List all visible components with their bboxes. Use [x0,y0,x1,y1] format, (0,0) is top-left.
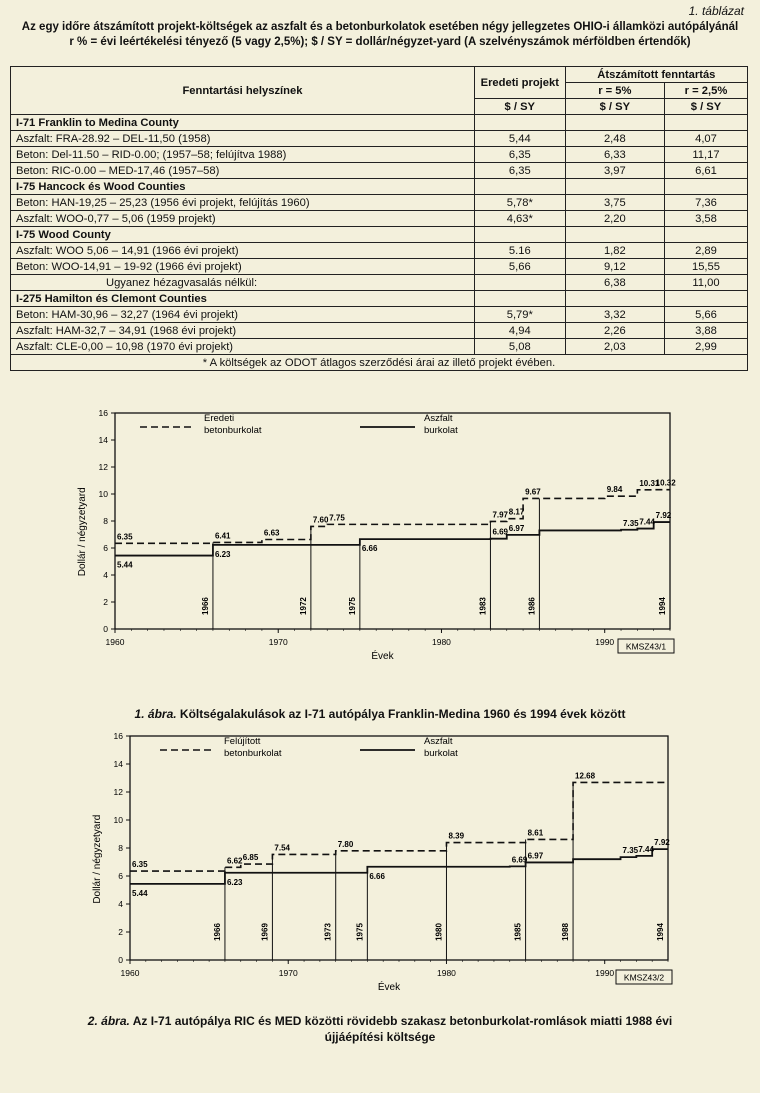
group-row [11,179,748,195]
figure-1-chart [0,405,760,665]
cell-r25: 2,99 [664,339,747,355]
cell-r5: 9,12 [565,259,664,275]
data-label: 6.97 [508,523,525,533]
cell-original: 6,35 [474,163,565,179]
y-tick-label: 0 [103,624,108,634]
figure-2-caption-number: 2. ábra. [87,1014,130,1028]
group-empty-cell [474,227,565,243]
table-title-line2: r % = évi leértékelési tényező (5 vagy 2,5%); $ / SY = dollár/négyzet-yard (A szelvényszámok mérföldben értendők) [69,36,691,48]
x-tick-label: 1970 [268,637,288,647]
row-label: Aszfalt: CLE-0,00 – 10,98 (1970 évi projekt) [11,339,475,355]
row-label: Aszfalt: HAM-32,7 – 34,91 (1968 évi projekt) [11,323,475,339]
y-tick-label: 8 [118,843,123,853]
y-axis-label: Dollár / négyzetyard [92,814,103,904]
table-title [10,20,750,50]
cell-original: 5,44 [474,131,565,147]
cell-r25: 4,07 [664,131,747,147]
header-unit-original: $ / SY [474,99,565,115]
table-row [11,339,748,355]
data-label: 7.92 [654,838,670,848]
data-label: 6.85 [242,853,259,863]
cell-original [474,275,565,291]
cell-original: 4,63* [474,211,565,227]
data-label: 7.80 [337,839,354,849]
cell-r25: 2,89 [664,243,747,259]
cell-r25: 7,36 [664,195,747,211]
y-tick-label: 12 [98,462,108,472]
table-row [11,307,748,323]
legend-label: Eredeti [204,413,235,424]
group-empty-cell [664,227,747,243]
x-tick-label: 1990 [595,637,615,647]
cell-r25: 3,58 [664,211,747,227]
y-tick-label: 2 [103,597,108,607]
legend-label: Felújított [224,736,261,747]
year-marker-label: 1975 [355,923,365,941]
header-unit-r5: $ / SY [565,99,664,115]
y-tick-label: 14 [113,759,123,769]
row-label: Beton: RIC-0.00 – MED-17,46 (1957–58) [11,163,475,179]
table-row [11,243,748,259]
cell-r25: 15,55 [664,259,747,275]
figure-2-chart [0,728,760,1003]
cell-r5: 3,75 [565,195,664,211]
group-empty-cell [565,291,664,307]
x-tick-label: 1960 [120,968,140,978]
group-empty-cell [664,115,747,131]
group-row [11,115,748,131]
cell-r5: 1,82 [565,243,664,259]
year-marker-label: 1973 [323,923,333,941]
data-label: 10.31 [639,478,660,488]
data-label: 6.23 [226,877,243,887]
y-tick-label: 6 [103,543,108,553]
figure-2-caption [20,1013,740,1045]
group-name: I-75 Hancock és Wood Counties [11,179,475,195]
data-label: 7.44 [638,844,654,854]
legend-label: Aszfalt [424,413,453,424]
y-tick-label: 10 [98,489,108,499]
x-tick-label: 1980 [432,637,451,647]
legend-label: Aszfalt [424,736,453,747]
x-axis-label: Évek [377,982,401,993]
group-name: I-275 Hamilton és Clemont Counties [11,291,475,307]
data-label: 6.66 [361,544,378,554]
y-tick-label: 4 [103,570,108,580]
row-label: Beton: HAN-19,25 – 25,23 (1956 évi projekt, felújítás 1960) [11,195,475,211]
year-marker-label: 1966 [212,923,222,941]
year-marker-label: 1966 [200,597,210,615]
data-label: 6.69 [492,527,509,537]
cell-r5: 2,48 [565,131,664,147]
y-tick-label: 6 [118,871,123,881]
table-row [11,275,748,291]
figure-2-caption-text2: újjáépítési költsége [324,1030,436,1044]
data-label: 6.69 [511,855,528,865]
cell-r5: 6,38 [565,275,664,291]
x-tick-label: 1980 [437,968,456,978]
data-label: 6.62 [226,856,243,866]
year-marker-label: 1985 [513,923,523,941]
cell-original: 5,66 [474,259,565,275]
cell-r5: 3,97 [565,163,664,179]
header-r25: r = 2,5% [664,83,747,99]
row-label: Beton: WOO-14,91 – 19-92 (1966 évi projekt) [11,259,475,275]
group-row [11,291,748,307]
table-row [11,211,748,227]
cell-r5: 2,03 [565,339,664,355]
table-row [11,323,748,339]
y-tick-label: 8 [103,516,108,526]
row-label: Beton: Del-11.50 – RID-0.00; (1957–58; felújítva 1988) [11,147,475,163]
data-label: 6.35 [132,860,148,870]
data-label: 10.32 [655,478,676,488]
group-empty-cell [474,291,565,307]
table-row [11,259,748,275]
cell-original: 5,79* [474,307,565,323]
year-marker-label: 1988 [561,923,571,941]
y-axis-label: Dollár / négyzetyard [77,487,88,577]
table-title-line1: Az egy időre átszámított projekt-költségek az aszfalt és a betonburkolatok esetében négy jellegzetes OHIO-i államközi autópályánál [21,21,739,33]
cell-r5: 6,33 [565,147,664,163]
data-label: 7.97 [492,510,509,520]
cell-r25: 3,88 [664,323,747,339]
table-number: 1. táblázat [688,4,744,18]
header-converted: Átszámított fenntartás [565,67,747,83]
data-label: 8.39 [448,831,465,841]
cell-r25: 11,17 [664,147,747,163]
data-label: 9.67 [525,487,541,497]
cell-original: 6,35 [474,147,565,163]
concrete-series-line [130,782,668,871]
row-label: Aszfalt: FRA-28.92 – DEL-11,50 (1958) [11,131,475,147]
row-label: Ugyanez hézagvasalás nélkül: [11,275,475,291]
legend-label: betonburkolat [204,425,262,436]
y-tick-label: 14 [98,435,108,445]
cell-original: 5,08 [474,339,565,355]
table-row [11,147,748,163]
cell-r25: 11,00 [664,275,747,291]
group-empty-cell [565,115,664,131]
data-label: 7.35 [622,846,639,856]
cell-r25: 5,66 [664,307,747,323]
legend-label: betonburkolat [224,748,282,759]
x-tick-label: 1990 [595,968,615,978]
year-marker-label: 1972 [298,597,308,615]
cell-original: 5,78* [474,195,565,211]
table-footnote: * A költségek az ODOT átlagos szerződési árai az illető projekt évében. [11,355,748,371]
data-label: 7.54 [274,843,290,853]
figure-tag: KMSZ43/1 [625,641,667,652]
year-marker-label: 1994 [656,923,665,941]
cell-r5: 3,32 [565,307,664,323]
data-label: 8.61 [527,828,544,838]
year-marker-label: 1980 [434,923,444,941]
data-label: 12.68 [575,771,596,781]
data-label: 6.66 [369,871,385,881]
x-tick-label: 1960 [105,637,125,647]
data-label: 6.63 [263,528,280,538]
data-label: 9.84 [606,485,623,495]
data-label: 7.35 [623,518,639,528]
header-unit-r25: $ / SY [664,99,747,115]
y-tick-label: 16 [113,731,123,741]
data-label: 6.41 [214,531,231,541]
data-label: 8.17 [508,507,525,517]
group-name: I-71 Franklin to Medina County [11,115,475,131]
data-label: 7.44 [639,517,655,527]
row-label: Aszfalt: WOO-0,77 – 5,06 (1959 projekt) [11,211,475,227]
y-tick-label: 0 [118,955,123,965]
group-empty-cell [474,179,565,195]
legend-label: burkolat [424,425,458,436]
figure-tag: KMSZ43/2 [623,972,665,983]
data-label: 6.35 [117,532,133,542]
data-label: 7.92 [655,511,672,521]
footnote-row [11,355,748,371]
figure-1-caption [20,706,740,722]
x-tick-label: 1970 [278,968,298,978]
figure-1-caption-number: 1. ábra. [134,707,177,721]
group-empty-cell [664,291,747,307]
cell-original: 5.16 [474,243,565,259]
header-original: Eredeti projekt [474,67,565,99]
asphalt-series-line [115,522,670,555]
y-tick-label: 10 [113,815,123,825]
year-marker-label: 1983 [478,597,488,615]
data-label: 5.44 [117,560,133,570]
data-label: 5.44 [132,888,148,898]
figure-2-caption-text: Az I-71 autópálya RIC és MED közötti rövidebb szakasz betonburkolat-romlások miatti 1988 évi [132,1014,673,1028]
group-empty-cell [474,115,565,131]
table-row [11,131,748,147]
year-marker-label: 1994 [658,597,667,615]
year-marker-label: 1975 [347,597,357,615]
plot-frame [130,736,668,960]
table-row [11,195,748,211]
group-empty-cell [565,179,664,195]
data-label: 7.75 [329,513,345,523]
group-empty-cell [664,179,747,195]
group-row [11,227,748,243]
y-tick-label: 2 [118,927,123,937]
plot-frame [115,413,670,629]
header-sites: Fenntartási helyszínek [11,67,475,115]
y-tick-label: 4 [118,899,123,909]
figure-1-caption-text: Költségalakulások az I-71 autópálya Franklin-Medina 1960 és 1994 évek között [179,707,626,721]
cell-r5: 2,26 [565,323,664,339]
group-name: I-75 Wood County [11,227,475,243]
cell-r5: 2,20 [565,211,664,227]
header-r5: r = 5% [565,83,664,99]
row-label: Aszfalt: WOO 5,06 – 14,91 (1966 évi projekt) [11,243,475,259]
data-label: 6.97 [527,851,544,861]
row-label: Beton: HAM-30,96 – 32,27 (1964 évi projekt) [11,307,475,323]
cost-table [10,66,748,371]
asphalt-series-line [130,849,668,884]
table-row [11,163,748,179]
year-marker-label: 1969 [260,923,270,941]
cell-r25: 6,61 [664,163,747,179]
y-tick-label: 16 [98,408,108,418]
legend-label: burkolat [424,748,458,759]
cell-original: 4,94 [474,323,565,339]
x-axis-label: Évek [371,651,394,662]
y-tick-label: 12 [113,787,123,797]
group-empty-cell [565,227,664,243]
data-label: 6.23 [214,549,231,559]
data-label: 7.60 [312,515,329,525]
concrete-series-line [115,490,670,544]
year-marker-label: 1986 [527,597,537,615]
